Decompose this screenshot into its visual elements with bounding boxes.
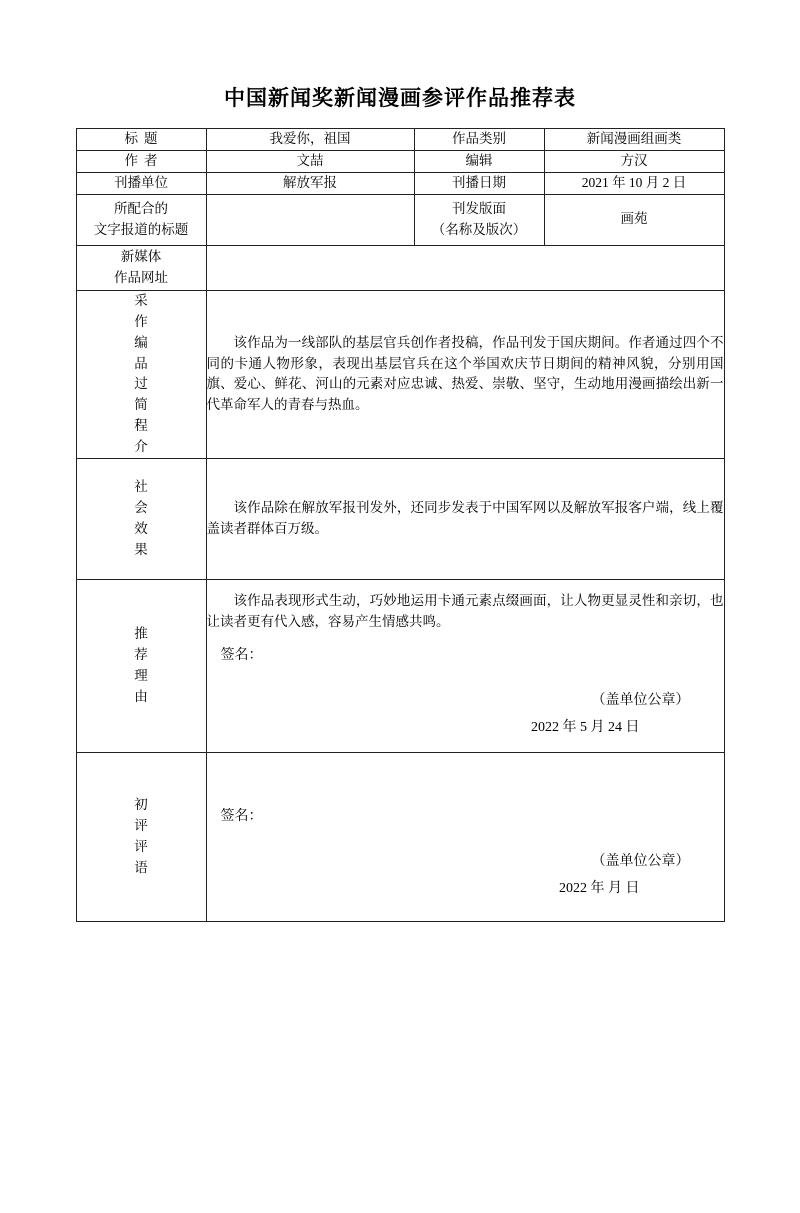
publisher-value: 解放军报 — [206, 172, 414, 194]
label-char: 理 — [134, 668, 148, 684]
section-label-effect — [76, 459, 206, 580]
seal-date-block-reason — [207, 688, 724, 741]
publish-date-value: 2021 年 10 月 2 日 — [544, 172, 724, 194]
editor-label: 编辑 — [414, 150, 544, 172]
section-paragraph: 该作品为一线部队的基层官兵创作者投稿，作品刊发于国庆期间。作者通过四个不同的卡通人物形象，表现出基层官兵在这个举国欢庆节日期间的精神风貌，分别用国旗、爱心、鲜花、河山的元素对应忠诚、热爱、崇敬、坚守，生动地用漫画描绘出新一代革命军人的青春与热血。 — [206, 334, 724, 413]
seal-text: （盖单位公章） — [591, 693, 690, 709]
section-text-effect — [206, 459, 724, 580]
label-char: 果 — [134, 542, 148, 558]
label-char: 品 — [134, 355, 148, 371]
label-char: 初 — [134, 797, 148, 813]
label-char: 推 — [134, 626, 148, 642]
table-row — [76, 194, 724, 245]
newmedia-label-line1: 新媒体 — [120, 248, 162, 264]
label-char: 评 — [134, 818, 148, 834]
accompany-value — [206, 194, 414, 245]
section-label-reason — [76, 580, 206, 753]
label-char: 社 — [134, 479, 148, 495]
section-label-process — [76, 290, 206, 458]
editor-value: 方汉 — [544, 150, 724, 172]
label-char: 程 — [134, 418, 148, 434]
page-label — [414, 194, 544, 245]
seal-text: （盖单位公章） — [591, 854, 690, 870]
signature-label-reason: 签名： — [220, 647, 263, 663]
category-label: 作品类别 — [414, 129, 544, 151]
publisher-label: 刊播单位 — [76, 172, 206, 194]
page-label-line1: 刊发版面 — [452, 200, 506, 216]
table-row — [76, 245, 724, 290]
date-text: 2022 年 月 日 — [559, 880, 640, 896]
signature-label-initial-review: 签名： — [220, 808, 263, 824]
table-row-process — [76, 290, 724, 458]
accompany-label — [76, 194, 206, 245]
label-char: 采 — [134, 292, 148, 308]
accompany-label-line2: 文字报道的标题 — [93, 221, 189, 237]
section-paragraph: 该作品表现形式生动，巧妙地运用卡通元素点缀画面，让人物更显灵性和亲切，也让读者更有代入感，容易产生情感共鸣。 — [206, 592, 724, 629]
table-row-reason — [76, 580, 724, 753]
label-char: 作 — [134, 313, 148, 329]
label-char: 简 — [134, 397, 148, 413]
label-char: 编 — [134, 334, 148, 350]
author-label: 作者 — [76, 150, 206, 172]
seal-date-block-initial-review — [207, 849, 724, 902]
label-char: 会 — [134, 500, 148, 516]
section-text-initial-review — [206, 753, 724, 922]
page-title: 中国新闻奖新闻漫画参评作品推荐表 — [224, 86, 576, 110]
category-value: 新闻漫画组画类 — [544, 129, 724, 151]
label-char: 过 — [134, 376, 148, 392]
accompany-label-line1: 所配合的 — [114, 200, 168, 216]
newmedia-label-line2: 作品网址 — [114, 269, 168, 285]
table-row — [76, 150, 724, 172]
table-row-initial-review — [76, 753, 724, 922]
label-char: 效 — [134, 521, 148, 537]
label-char: 评 — [134, 839, 148, 855]
section-text-process — [206, 290, 724, 458]
section-paragraph: 该作品除在解放军报刊发外，还同步发表于中国军网以及解放军报客户端，线上覆盖读者群体百万级。 — [206, 500, 724, 537]
table-row — [76, 129, 724, 151]
table-row-effect — [76, 459, 724, 580]
page-label-line2: （名称及版次） — [431, 221, 527, 237]
label-char: 由 — [134, 689, 148, 705]
section-label-initial-review — [76, 753, 206, 922]
author-value: 文喆 — [206, 150, 414, 172]
label-char: 介 — [134, 439, 148, 455]
publish-date-label: 刊播日期 — [414, 172, 544, 194]
label-char: 语 — [134, 860, 148, 876]
recommendation-form-table — [76, 128, 725, 922]
date-text: 2022 年 5 月 24 日 — [531, 719, 640, 735]
title-label: 标题 — [76, 129, 206, 151]
newmedia-value — [206, 245, 724, 290]
label-char: 荐 — [134, 647, 148, 663]
page-value: 画苑 — [544, 194, 724, 245]
table-row — [76, 172, 724, 194]
title-value: 我爱你，祖国 — [206, 129, 414, 151]
document-page — [0, 82, 800, 1213]
section-text-reason — [206, 580, 724, 753]
newmedia-label — [76, 245, 206, 290]
